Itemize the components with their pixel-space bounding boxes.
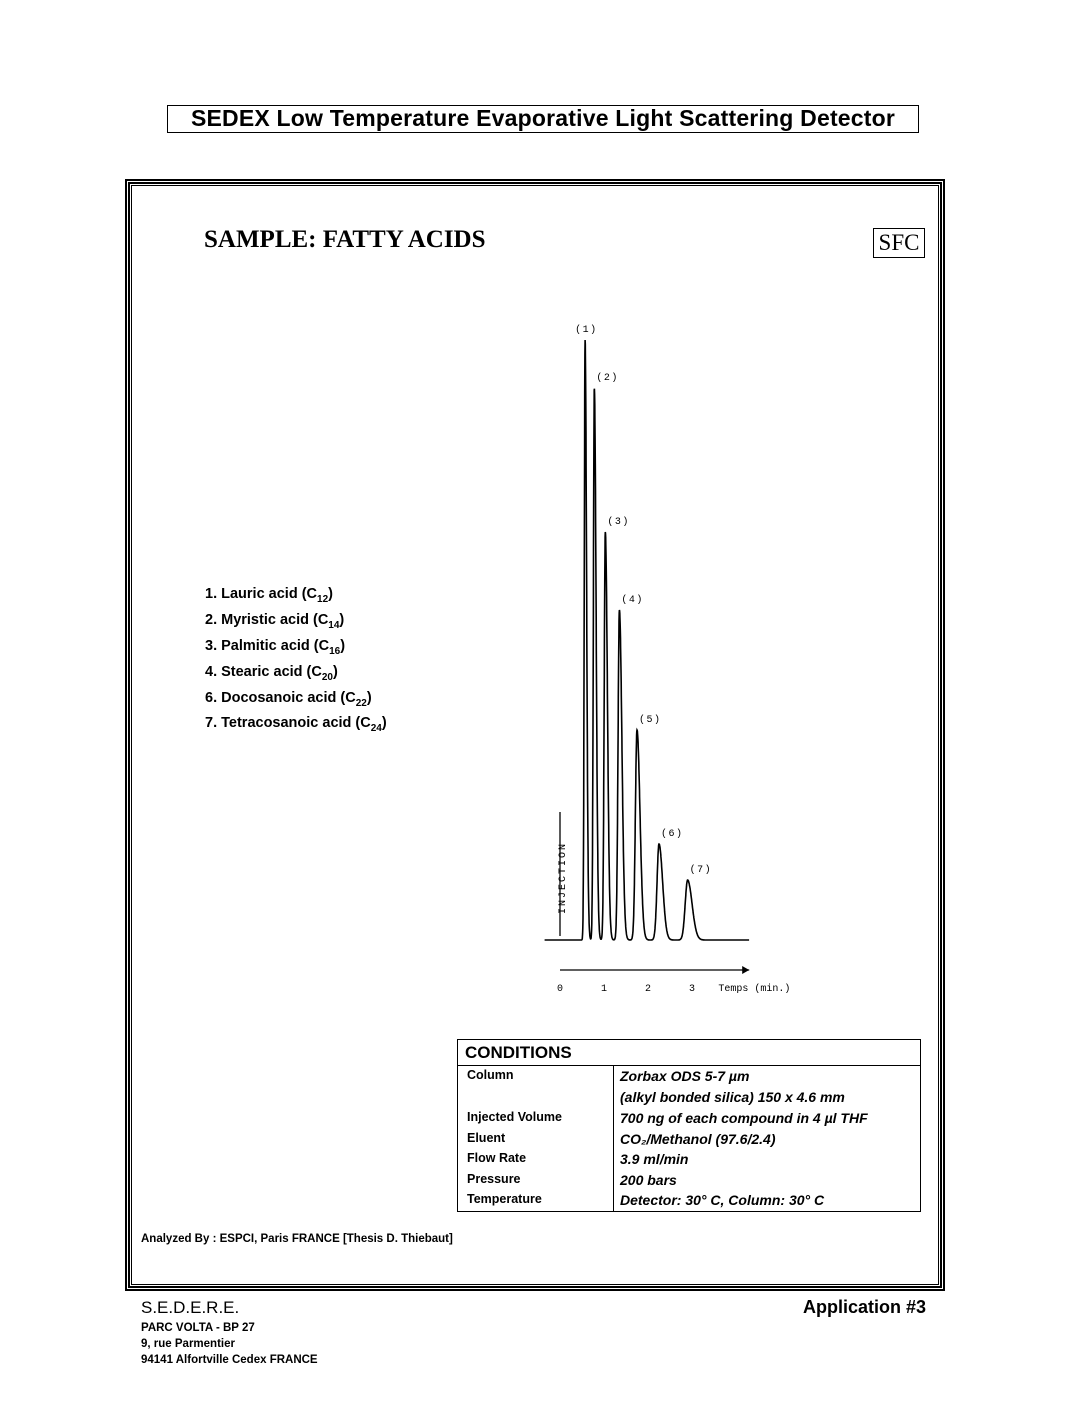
- address-line: 9, rue Parmentier: [141, 1338, 235, 1350]
- time-axis-arrow: [742, 966, 749, 974]
- application-number: Application #3: [803, 1297, 927, 1317]
- condition-value: (alkyl bonded silica) 150 x 4.6 mm: [620, 1089, 845, 1105]
- legend-item: 4. Stearic acid $(C_{20})$: [205, 663, 338, 683]
- conditions-row: [458, 1089, 920, 1110]
- address-line: 94141 Alfortville Cedex FRANCE: [141, 1354, 318, 1366]
- condition-label: Injected Volume: [467, 1110, 562, 1124]
- peak-label: (2): [596, 373, 619, 384]
- peak-label: (6): [661, 829, 684, 840]
- document-title: SEDEX Low Temperature Evaporative Light Scattering Detector: [167, 105, 919, 133]
- axis-tick-label: 2: [644, 984, 652, 995]
- conditions-table: [457, 1039, 921, 1212]
- technique-badge: SFC: [873, 228, 925, 258]
- conditions-row: [458, 1110, 920, 1131]
- condition-value: 3.9 ml/min: [620, 1151, 689, 1167]
- axis-tick-label: 1: [600, 984, 608, 995]
- condition-label: Temperature: [467, 1192, 542, 1206]
- axis-title: Temps (min.): [718, 984, 791, 995]
- condition-value: 200 bars: [620, 1172, 677, 1188]
- peak-label: (4): [621, 595, 644, 606]
- peak-label: (1): [575, 325, 598, 336]
- sample-title: SAMPLE: FATTY ACIDS: [204, 226, 486, 253]
- company-name: S.E.D.E.R.E.: [141, 1298, 240, 1317]
- peak-label: (5): [639, 715, 662, 726]
- condition-value: Detector: 30° C, Column: 30° C: [620, 1192, 825, 1208]
- legend-item: 3. Palmitic acid $(C_{16})$: [205, 637, 346, 657]
- chromatogram-trace: [545, 340, 750, 940]
- legend-item: 7. Tetracosanoic acid $(C_{24})$: [205, 715, 387, 735]
- conditions-row: [458, 1172, 920, 1193]
- condition-value: Zorbax ODS 5-7 µm: [620, 1068, 750, 1084]
- conditions-row: [458, 1192, 920, 1213]
- condition-label: Flow Rate: [467, 1151, 527, 1165]
- legend-item: 6. Docosanoic acid $(C_{22})$: [205, 689, 372, 709]
- condition-value: CO₂/Methanol (97.6/2.4): [620, 1131, 776, 1147]
- address-line: PARC VOLTA - BP 27: [141, 1322, 255, 1334]
- condition-label: Column: [467, 1068, 514, 1082]
- conditions-row: [458, 1131, 920, 1152]
- legend-item: 1. Lauric acid $(C_{12})$: [205, 586, 333, 605]
- axis-tick-label: 0: [556, 984, 564, 995]
- peak-label: (7): [689, 865, 713, 876]
- conditions-title: CONDITIONS: [458, 1040, 920, 1066]
- condition-label: Eluent: [467, 1131, 506, 1145]
- injection-label: INJECTION: [558, 841, 569, 915]
- condition-label: Pressure: [467, 1172, 521, 1186]
- company-address: [141, 1320, 318, 1368]
- axis-tick-label: 3: [688, 984, 696, 995]
- analyzed-by: Analyzed By : ESPCI, Paris FRANCE [Thesis D. Thiebaut]: [141, 1233, 453, 1245]
- condition-value: 700 ng of each compound in 4 µl THF: [620, 1110, 868, 1126]
- peak-label: (3): [607, 517, 630, 528]
- conditions-row: [458, 1151, 920, 1172]
- conditions-row: [458, 1068, 920, 1089]
- legend-item: 2. Myristic acid $(C_{14})$: [205, 611, 345, 631]
